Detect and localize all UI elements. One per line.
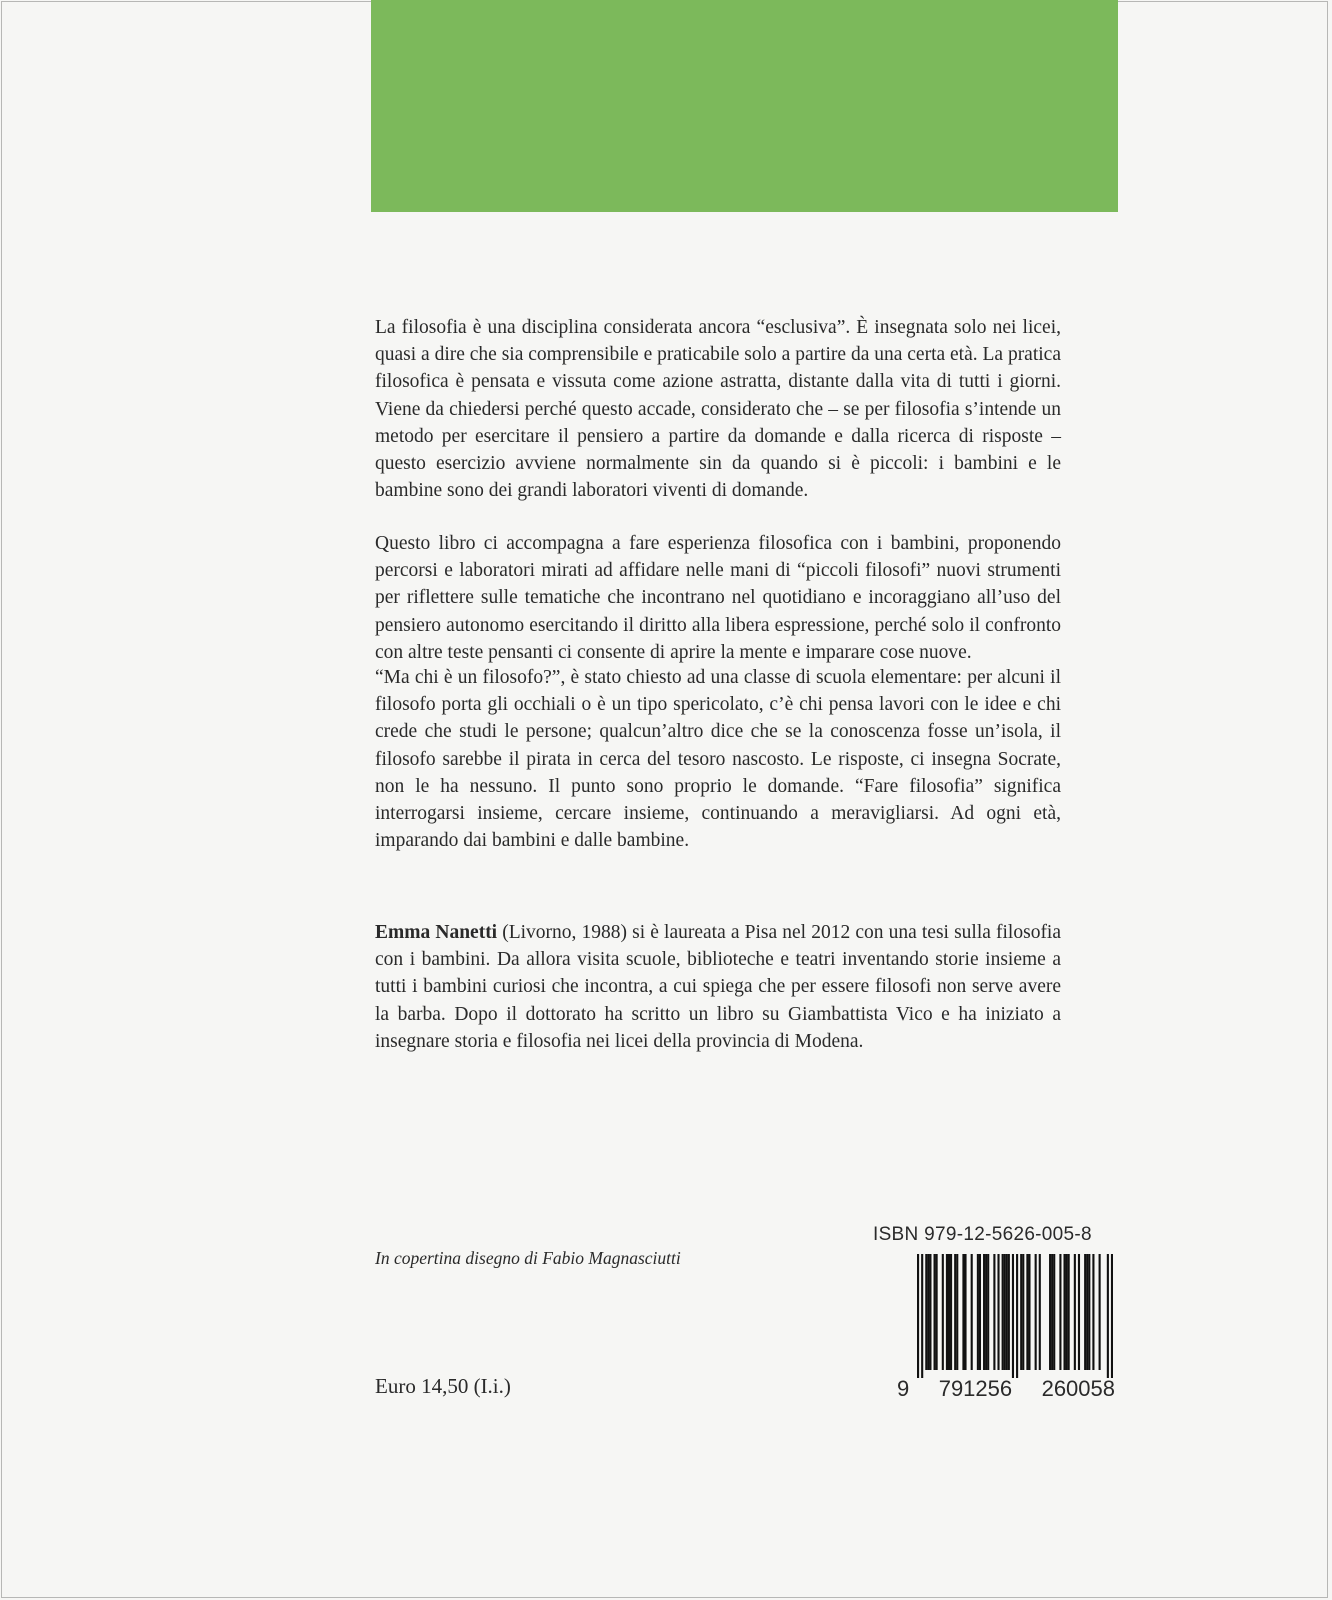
barcode-bar <box>987 1254 989 1370</box>
blurb-paragraph-3: “Ma chi è un filosofo?”, è stato chiesto ad una classe di scuola elementare: per alcuni il filosofo porta gli occhiali o è un tipo spericolato, c’è chi pensa lavori con le idee e chi crede che studi le persone; qualcun’altro dice che se la conoscenza fosse un’isola, il filosofo sarebbe il pirata in cerca del tesoro nascosto. Le risposte, ci insegna Socrate, non le ha nessuno. Il punto sono proprio le domande. “Fare filosofia” significa interrogarsi insieme, cercare insieme, continuando a meravigliarsi. Ad ogni età, imparando dai bambini e dalle bambine. <box>375 667 1061 852</box>
barcode-bar <box>1053 1254 1055 1370</box>
barcode-digit-group-1: 9 <box>897 1376 910 1401</box>
barcode-bar <box>1020 1254 1022 1370</box>
barcode-bar <box>925 1254 927 1370</box>
barcode-bar <box>942 1254 944 1370</box>
cover-green-panel <box>371 0 1118 212</box>
barcode-bar <box>1074 1254 1076 1370</box>
author-name: Emma Nanetti <box>375 922 498 943</box>
blurb-paragraph-2: Questo libro ci accompagna a fare esperienza filosofica con i bambini, proponendo percorsi e laboratori mirati ad affidare nelle mani di “piccoli filosofi” nuovi strumenti per riflettere sulle tematiche che incontrano nel quotidiano e incoraggiano all’uso del pensiero autonomo esercitando il diritto alla libera espressione, perché solo il confronto con altre teste pensanti ci consente di aprire la mente e imparare cose nuove. <box>375 533 1061 663</box>
author-bio <box>375 919 1061 1055</box>
barcode-bar <box>1028 1254 1030 1370</box>
isbn-label: ISBN 979-12-5626-005-8 <box>873 1224 1092 1245</box>
barcode-bar <box>1088 1254 1090 1370</box>
barcode-bar <box>964 1254 966 1370</box>
barcode-bar <box>1111 1254 1113 1378</box>
barcode-bar <box>1012 1254 1014 1378</box>
barcode-bar <box>977 1254 979 1370</box>
barcode-bar <box>1035 1254 1037 1370</box>
barcode-bar <box>1092 1254 1094 1370</box>
barcode-bar <box>936 1254 938 1370</box>
blurb-paragraph-1: La filosofia è una disciplina considerata ancora “esclusiva”. È insegnata solo nei licei, quasi a dire che sia comprensibile e praticabile solo a partire da una certa età. La pratica filosofica è pensata e vissuta come azione astratta, distante dalla vita di tutti i giorni. Viene da chiedersi perché questo accade, considerato che – se per filosofia s’intende un metodo per esercitare il pensiero a partire da domande e dalla ricerca di risposte – questo esercizio avviene normalmente sin da quando si è piccoli: i bambini e le bambine sono dei grandi laboratori viventi di domande. <box>375 317 1061 502</box>
author-bio-text: (Livorno, 1988) si è laureata a Pisa nel 2012 con una tesi sulla filosofia con i bambini. Da allora visita scuole, biblioteche e teatri inventando storie insieme a tutti i bambini curiosi che incontra, a cui spiega che per essere filosofi non serve avere la barba. Dopo il dottorato ha scritto un libro su Giambattista Vico e ha iniziato a insegnare storia e filosofia nei licei della provincia di Modena. <box>375 922 1062 1052</box>
barcode-bar <box>934 1254 936 1370</box>
barcode-bar <box>983 1254 985 1370</box>
barcode-bar <box>971 1254 973 1370</box>
barcode-bar <box>962 1254 964 1370</box>
barcode-bar <box>1039 1254 1041 1370</box>
barcode-bar <box>1002 1254 1004 1370</box>
barcode-bar <box>948 1254 950 1370</box>
barcode-bar <box>1068 1254 1070 1370</box>
barcode-bar <box>1099 1254 1101 1370</box>
barcode-bar <box>993 1254 995 1370</box>
barcode-bar <box>946 1254 948 1370</box>
barcode-bar <box>1063 1254 1065 1370</box>
barcode-bar <box>1026 1254 1028 1370</box>
barcode-bar <box>921 1254 923 1378</box>
barcode-bar <box>1086 1254 1088 1370</box>
barcode-bar <box>929 1254 931 1370</box>
barcode-bar <box>1008 1254 1010 1370</box>
barcode-bar <box>1078 1254 1080 1370</box>
barcode-bar <box>997 1254 999 1370</box>
barcode-bar <box>954 1254 956 1370</box>
barcode-digit-group-3: 260058 <box>1041 1376 1115 1401</box>
barcode-bar <box>1006 1254 1008 1370</box>
barcode-bar <box>927 1254 929 1370</box>
barcode-bar <box>1066 1254 1068 1370</box>
barcode-bar <box>950 1254 952 1370</box>
barcode <box>917 1254 1113 1378</box>
barcode-bar <box>1049 1254 1051 1370</box>
barcode-digits <box>897 1376 1115 1402</box>
barcode-bar <box>985 1254 987 1370</box>
barcode-bar <box>979 1254 981 1370</box>
cover-illustration-credit: In copertina disegno di Fabio Magnasciutti <box>375 1248 681 1268</box>
barcode-bar <box>1016 1254 1018 1378</box>
barcode-bar <box>917 1254 919 1378</box>
barcode-bar <box>1059 1254 1061 1370</box>
barcode-bar <box>1004 1254 1006 1370</box>
barcode-bar <box>956 1254 958 1370</box>
barcode-bar <box>1022 1254 1024 1370</box>
barcode-bar <box>1051 1254 1053 1370</box>
barcode-digit-group-2: 791256 <box>938 1376 1013 1401</box>
price-label: Euro 14,50 (I.i.) <box>375 1374 511 1398</box>
barcode-bar <box>1084 1254 1086 1370</box>
barcode-bar <box>1107 1254 1109 1378</box>
